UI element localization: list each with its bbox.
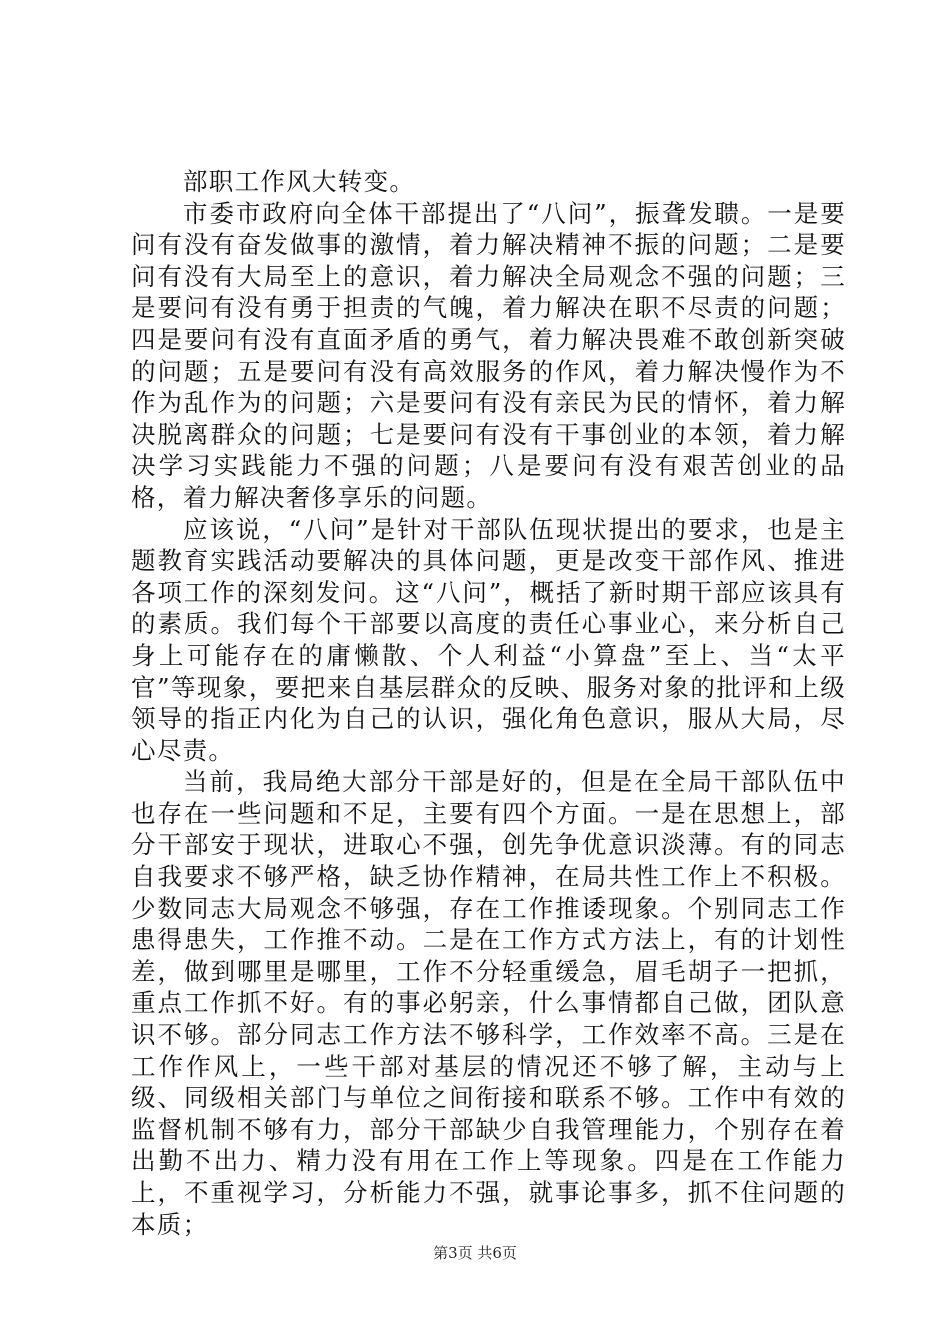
paragraph-4: 当前，我局绝大部分干部是好的，但是在全局干部队伍中也存在一些问题和不足，主要有四个方面。一是在思想上，部分干部安于现状，进取心不强，创先争优意识淡薄。有的同志自我要求不够严格，缺乏协作精神，在局共性工作上不积极。少数同志大局观念不够强，存在工作推诿现象。个别同志工作患得患失，工作推不动。二是在工作方式方法上，有的计划性差，做到哪里是哪里，工作不分轻重缓急，眉毛胡子一把抓，重点工作抓不好。有的事必躬亲，什么事情都自己做，团队意识不够。部分同志工作方法不够科学，工作效率不高。三是在工作作风上，一些干部对基层的情况还不够了解，主动与上级、同级相关部门与单位之间衔接和联系不够。工作中有效的监督机制不够有力，部分干部缺少自我管理能力，个别存在着出勤不出力、精力没有用在工作上等现象。四是在工作能力上，不重视学习，分析能力不强，就事论事多，抓不住问题的本质； — [131, 767, 846, 1239]
document-body — [131, 166, 846, 1240]
paragraph-1: 部职工作风大转变。 — [183, 167, 416, 196]
paragraph-3: 应该说，“八问”是针对干部队伍现状提出的要求，也是主题教育实践活动要解决的具体问题，更是改变干部作风、推进各项工作的深刻发问。这“八问”，概括了新时期干部应该具有的素质。我们每个干部要以高度的责任心事业心，来分析自己身上可能存在的庸懒散、个人利益“小算盘”至上、当“太平官”等现象，要把来自基层群众的反映、服务对象的批评和上级领导的指正内化为自己的认识，强化角色意识，服从大局，尽心尽责。 — [131, 514, 846, 765]
page-number-footer: 第3页 共6页 — [433, 1244, 517, 1262]
paragraph-2: 市委市政府向全体干部提出了“八问”，振聋发聩。一是要问有没有奋发做事的激情，着力解决精神不振的问题；二是要问有没有大局至上的意识，着力解决全局观念不强的问题；三是要问有没有勇于担责的气魄，着力解决在职不尽责的问题；四是要问有没有直面矛盾的勇气，着力解决畏难不敢创新突破的问题；五是要问有没有高效服务的作风，着力解决慢作为不作为乱作为的问题；六是要问有没有亲民为民的情怀，着力解决脱离群众的问题；七是要问有没有干事创业的本领，着力解决学习实践能力不强的问题；八是要问有没有艰苦创业的品格，着力解决奢侈享乐的问题。 — [131, 198, 846, 512]
